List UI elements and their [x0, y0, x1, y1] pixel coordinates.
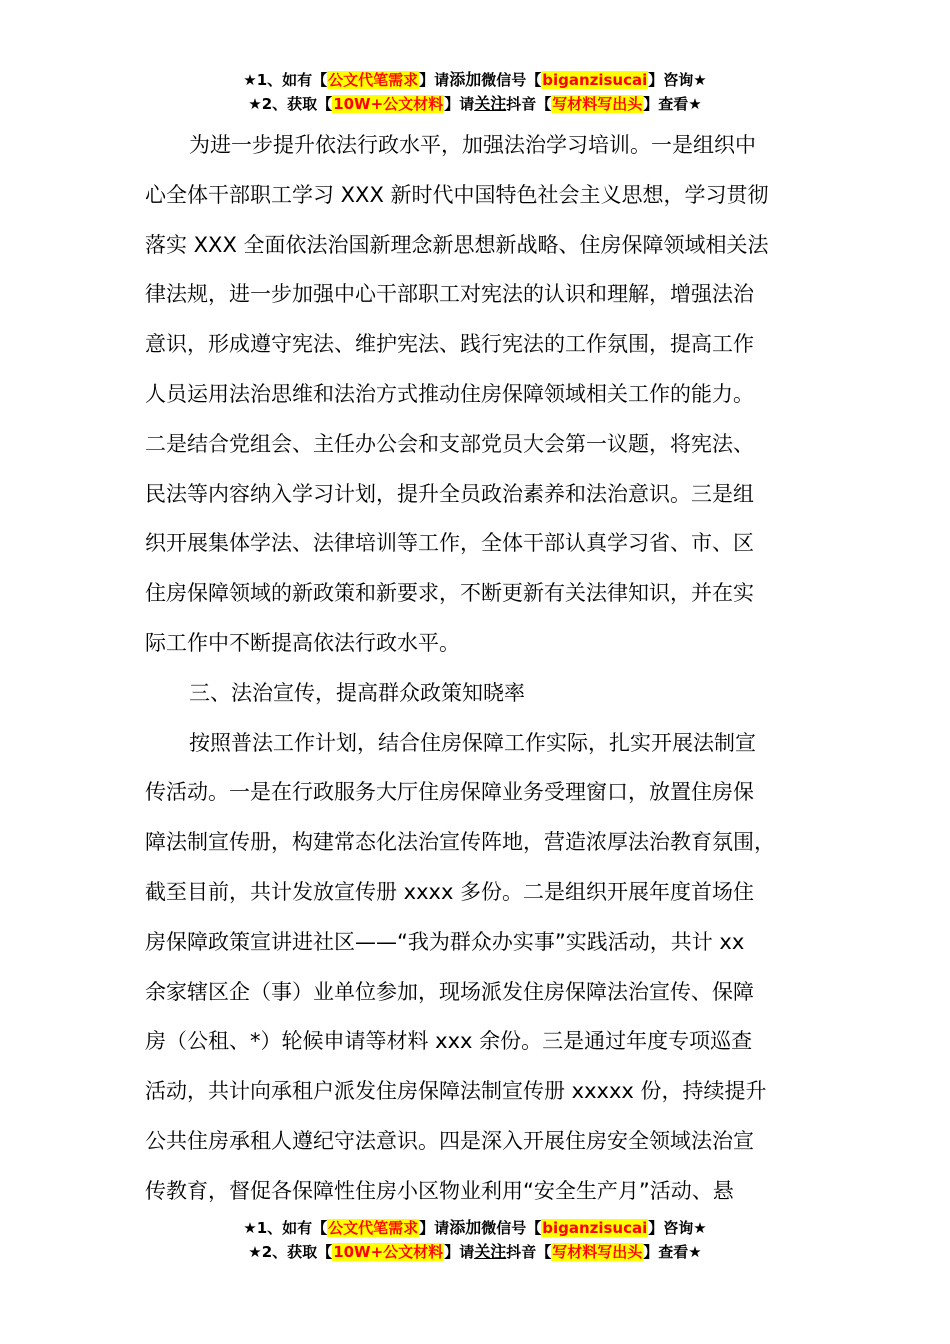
paragraph-line: 障法制宣传册，构建常态化法治宣传阵地，营造浓厚法治教育氛围，	[145, 830, 775, 855]
banner-line-1	[0, 1216, 950, 1240]
paragraph-line: 截至目前，共计发放宣传册 xxxx 多份。二是组织开展年度首场住	[145, 879, 755, 904]
banner-highlight: 公文代笔需求	[328, 71, 419, 89]
section-heading: 三、法治宣传，提高群众政策知晓率	[189, 680, 525, 705]
paragraph-line: 落实 XXX 全面依法治国新理念新思想新战略、住房保障领域相关法	[145, 232, 769, 257]
paragraph-line: 房保障政策宣讲进社区——“我为群众办实事”实践活动，共计 xx	[145, 929, 745, 954]
document-body	[145, 121, 825, 1217]
header-banner	[0, 68, 950, 116]
paragraph-line: 心全体干部职工学习 XXX 新时代中国特色社会主义思想，学习贯彻	[145, 182, 769, 207]
paragraph-line: 传教育，督促各保障性住房小区物业利用“安全生产月”活动、悬	[145, 1178, 734, 1203]
paragraph-line: 公共住房承租人遵纪守法意识。四是深入开展住房安全领域法治宣	[145, 1128, 754, 1153]
banner-emphasis: 关注	[474, 94, 507, 113]
banner-text: 】请	[419, 1219, 450, 1237]
banner-emphasis: 添加	[449, 1218, 482, 1237]
paragraph-line: 二是结合党组会、主任办公会和支部党员大会第一议题，将宪法、	[145, 431, 754, 456]
paragraph-line: 房（公租、*）轮候申请等材料 xxx 余份。三是通过年度专项巡查	[145, 1029, 753, 1054]
banner-line-2	[0, 92, 950, 116]
banner-text: 微信号【	[481, 1219, 542, 1237]
paragraph-line: 民法等内容纳入学习计划，提升全员政治素养和法治意识。三是组	[145, 481, 754, 506]
banner-text: ★2、获取【	[248, 1243, 333, 1261]
banner-text: 】查看★	[643, 95, 702, 113]
banner-text: 】咨询★	[648, 71, 707, 89]
banner-highlight: biganzisucai	[542, 1219, 648, 1237]
banner-highlight: 写材料写出头	[552, 1243, 643, 1261]
banner-text: 】请	[444, 95, 475, 113]
banner-text: 】咨询★	[648, 1219, 707, 1237]
banner-highlight: biganzisucai	[542, 71, 648, 89]
paragraph-line: 意识，形成遵守宪法、维护宪法、践行宪法的工作氛围，提高工作	[145, 332, 754, 357]
paragraph-line: 活动，共计向承租户派发住房保障法制宣传册 xxxxx 份，持续提升	[145, 1079, 767, 1104]
banner-highlight: 写材料写出头	[552, 95, 643, 113]
paragraph-line: 为进一步提升依法行政水平，加强法治学习培训。一是组织中	[189, 133, 756, 157]
banner-text: 抖音【	[506, 95, 552, 113]
footer-banner	[0, 1216, 950, 1264]
banner-text: 】请	[419, 71, 450, 89]
paragraph-line: 律法规，进一步加强中心干部职工对宪法的认识和理解，增强法治	[145, 282, 754, 307]
banner-text: ★1、如有【	[243, 1219, 328, 1237]
paragraph-line: 织开展集体学法、法律培训等工作，全体干部认真学习省、市、区	[145, 531, 754, 556]
paragraph-line: 人员运用法治思维和法治方式推动住房保障领域相关工作的能力。	[145, 381, 754, 406]
paragraph-line: 住房保障领域的新政策和新要求，不断更新有关法律知识，并在实	[145, 581, 754, 606]
banner-text: 抖音【	[506, 1243, 552, 1261]
banner-highlight: 10W+公文材料	[333, 95, 444, 113]
paragraph-line: 传活动。一是在行政服务大厅住房保障业务受理窗口，放置住房保	[145, 780, 754, 805]
banner-line-2	[0, 1240, 950, 1264]
banner-text: 】请	[444, 1243, 475, 1261]
banner-highlight: 公文代笔需求	[328, 1219, 419, 1237]
paragraph-line: 际工作中不断提高依法行政水平。	[145, 630, 460, 655]
banner-text: 微信号【	[481, 71, 542, 89]
banner-text: 】查看★	[643, 1243, 702, 1261]
banner-emphasis: 关注	[474, 1242, 507, 1261]
banner-emphasis: 添加	[449, 70, 482, 89]
banner-text: ★1、如有【	[243, 71, 328, 89]
banner-line-1	[0, 68, 950, 92]
paragraph-line: 按照普法工作计划，结合住房保障工作实际，扎实开展法制宣	[189, 730, 756, 755]
banner-highlight: 10W+公文材料	[333, 1243, 444, 1261]
banner-text: ★2、获取【	[248, 95, 333, 113]
paragraph-line: 余家辖区企（事）业单位参加，现场派发住房保障法治宣传、保障	[145, 979, 754, 1004]
